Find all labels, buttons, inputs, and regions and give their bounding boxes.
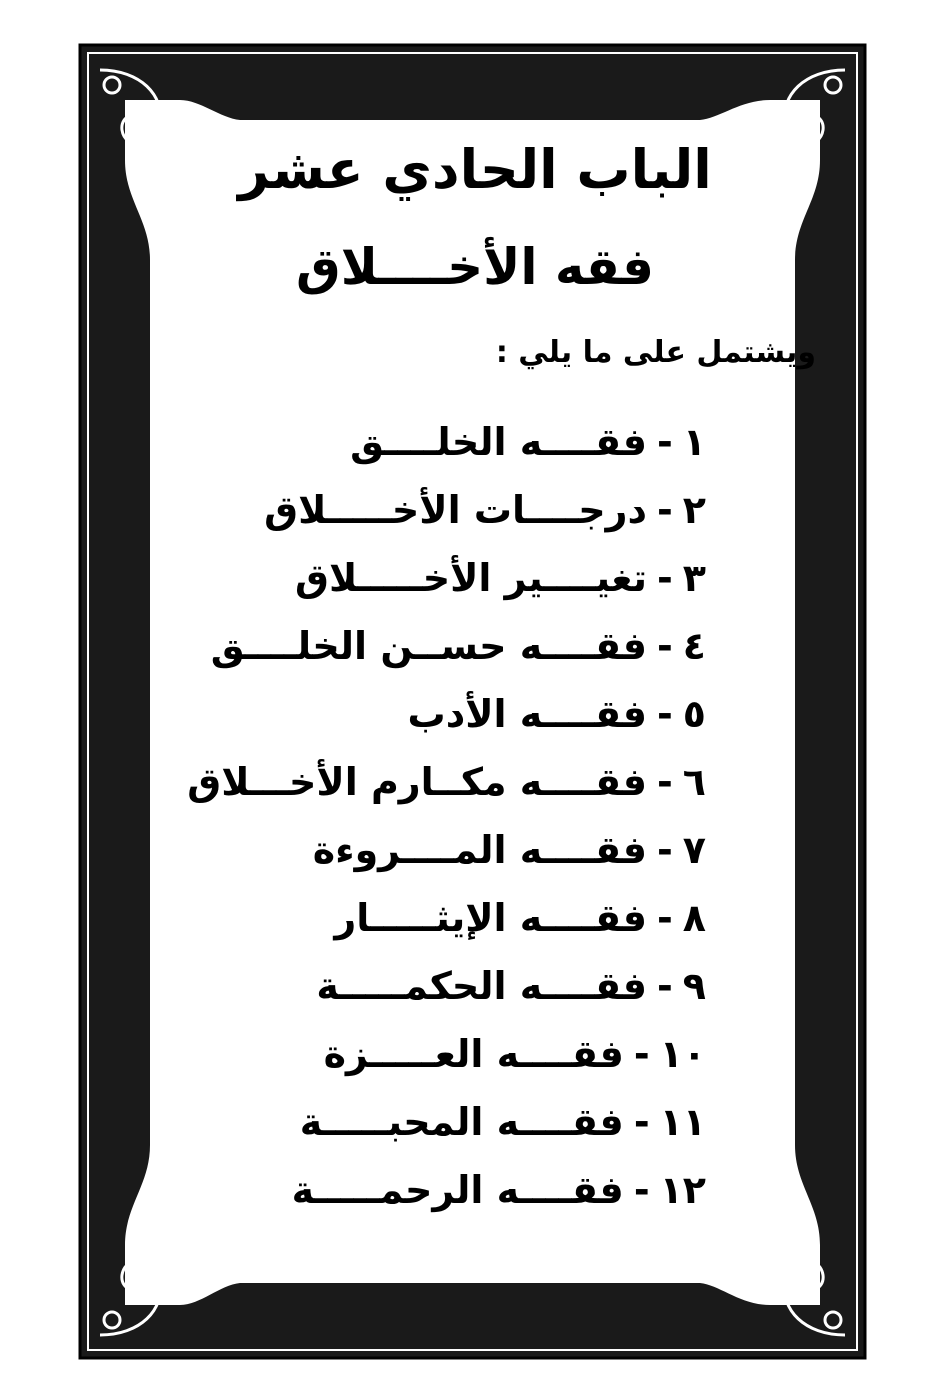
toc-number: ١٠ [659,1032,706,1076]
toc-number: ٨ [682,896,706,940]
toc-title: فقــــه الحكمـــــة [316,964,648,1008]
toc-list [187,408,706,1224]
toc-item [187,680,706,748]
toc-title: فقــــه مكــارم الأخـــلاق [187,760,648,804]
toc-item [187,544,706,612]
toc-title: فقــــه الأدب [407,692,648,736]
toc-item [187,884,706,952]
toc-separator: - [657,692,673,736]
toc-separator: - [633,1168,650,1212]
toc-number: ٩ [682,964,706,1008]
toc-number: ٣ [682,556,706,600]
toc-title: فقــــه المــــروءة [312,828,648,872]
toc-separator: - [633,1032,650,1076]
toc-item [187,408,706,476]
toc-item [187,748,706,816]
toc-separator: - [657,624,673,668]
toc-separator: - [657,896,673,940]
intro-line: ويشتمل على ما يلي : [495,335,816,370]
toc-item [187,1020,706,1088]
toc-number: ٤ [682,624,706,668]
toc-separator: - [657,488,673,532]
toc-separator: - [657,964,673,1008]
toc-title: فقــــه حســن الخلــــق [210,624,648,668]
toc-item [187,612,706,680]
toc-title: فقــــه المحبـــــة [299,1100,624,1144]
toc-title: فقــــه الخلــــق [350,420,648,464]
toc-title: فقــــه العـــــزة [323,1032,624,1076]
toc-separator: - [633,1100,650,1144]
toc-item [187,476,706,544]
toc-title: فقــــه الرحمـــــة [291,1168,624,1212]
toc-number: ٧ [682,828,706,872]
toc-item [187,952,706,1020]
toc-separator: - [657,760,673,804]
toc-number: ١٢ [659,1168,706,1212]
toc-number: ٥ [682,692,706,736]
toc-title: تغيــــير الأخـــــلاق [294,556,648,600]
chapter-title: الباب الحادي عشر [238,138,712,201]
toc-item [187,1088,706,1156]
toc-number: ٢ [682,488,706,532]
toc-separator: - [657,556,673,600]
toc-separator: - [657,828,673,872]
toc-title: فقــــه الإيثـــــار [334,896,648,940]
toc-number: ٦ [682,760,706,804]
toc-number: ١١ [659,1100,706,1144]
toc-number: ١ [682,420,706,464]
toc-title: درجــــات الأخـــــلاق [264,488,648,532]
toc-item [187,816,706,884]
chapter-subtitle: فقه الأخــــلاق [296,238,654,296]
toc-item [187,1156,706,1224]
toc-separator: - [657,420,673,464]
